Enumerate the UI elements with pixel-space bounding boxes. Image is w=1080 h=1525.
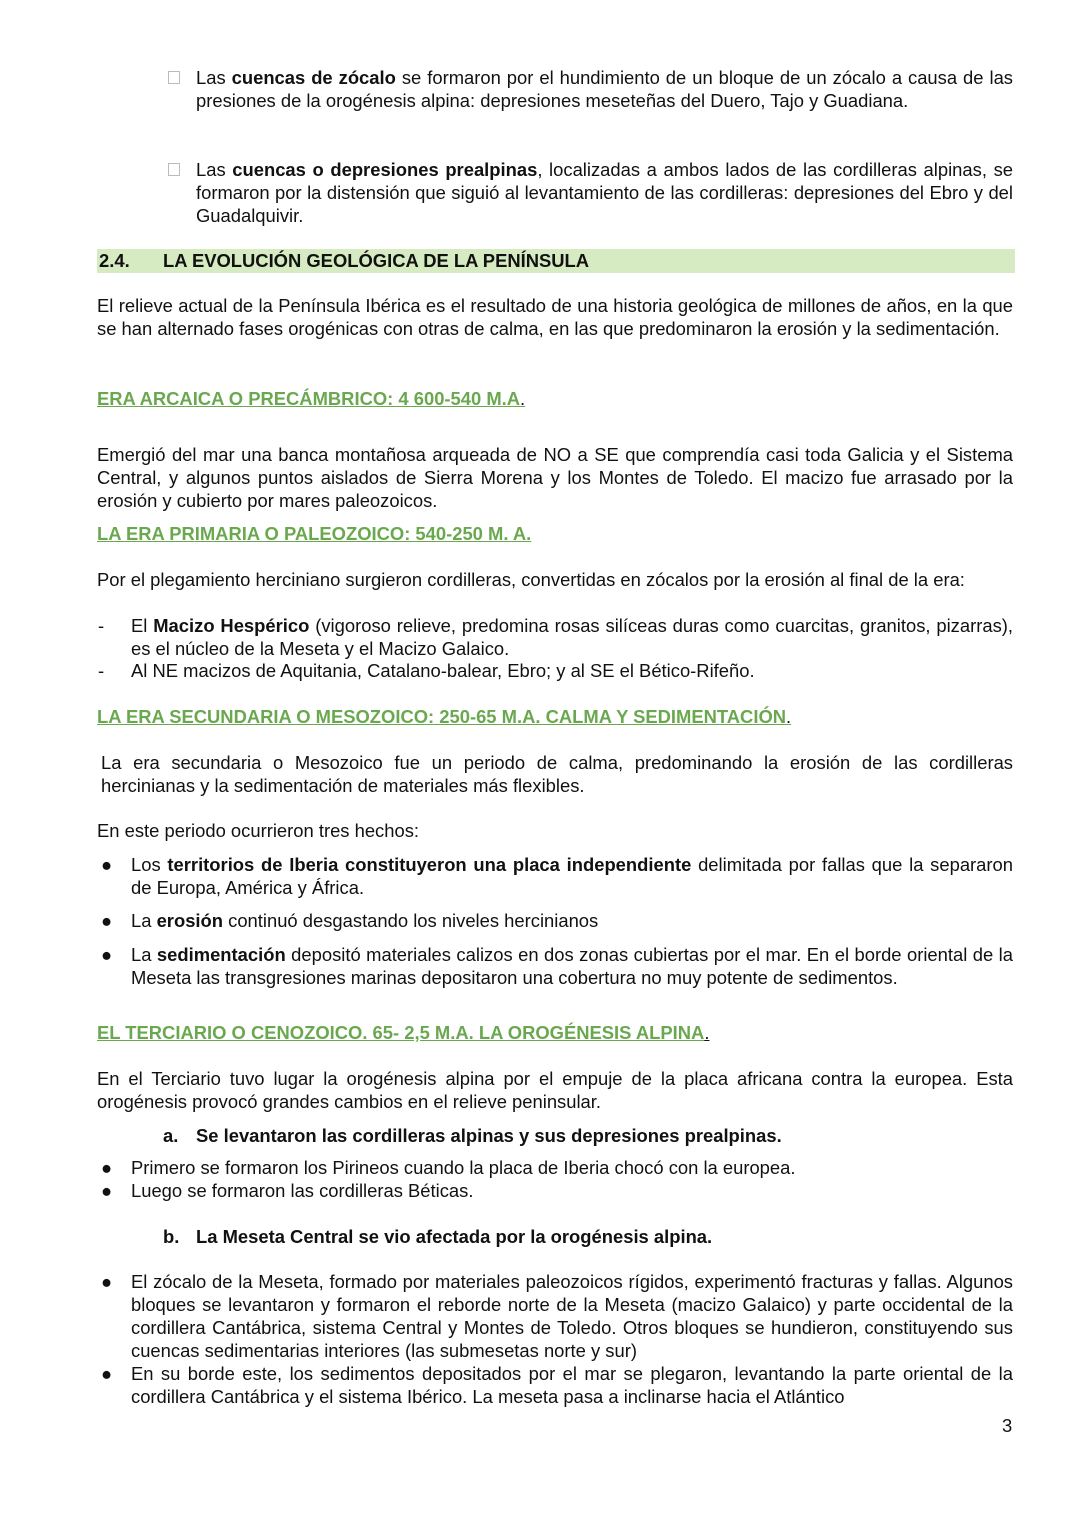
section-title: LA EVOLUCIÓN GEOLÓGICA DE LA PENÍNSULA [163, 250, 590, 271]
heading-era-arcaica: ERA ARCAICA O PRECÁMBRICO: 4 600-540 M.A. [97, 388, 526, 409]
text-run: Los [131, 854, 168, 875]
heading-era-secundaria: LA ERA SECUNDARIA O MESOZOICO: 250-65 M.A. CALMA Y SEDIMENTACIÓN. [97, 706, 792, 727]
text-run: delimitada por fallas que la separaron de Europa, América y África. [131, 854, 1013, 898]
text-run: Por el plegamiento herciniano surgieron cordilleras, convertidas en zócalos por la erosión al final de la era: [97, 569, 965, 590]
list-item: ● En su borde este, los sedimentos depositados por el mar se plegaron, levantando la parte oriental de la cordillera Cantábrica y el sistema Ibérico. La meseta pasa a inclinarse hacia el Atlántico [101, 1363, 1013, 1407]
bullet-cuencas-zocalo [196, 66, 1013, 112]
bullet-cuencas-prealpinas [196, 158, 1013, 227]
paragraph-primaria [97, 568, 1013, 591]
heading-era-primaria: LA ERA PRIMARIA O PALEOZOICO: 540-250 M. A. [97, 523, 532, 544]
bold-text: Macizo Hespérico [153, 615, 310, 636]
bold-text: cuencas de zócalo [231, 67, 396, 88]
text-run: Las [196, 67, 232, 88]
bold-text: territorios de Iberia constituyeron una placa independiente [167, 854, 692, 875]
list-item: ● Los territorios de Iberia constituyeron una placa independiente delimitada por fallas que la separaron de Europa, América y África. [101, 854, 1013, 898]
list-item: ● Luego se formaron las cordilleras Béticas. [101, 1180, 474, 1201]
text-run: , localizadas a ambos lados de las cordilleras alpinas, se formaron por la distensión que siguió al levantamiento de las cordilleras: depresiones del Ebro y del Guadalquivir. [196, 159, 1013, 226]
text-run: Emergió del mar una banca montañosa arqueada de NO a SE que comprendía casi toda Galicia y el Sistema Central, y algunos puntos aislados de Sierra Morena y los Montes de Toledo. El macizo fue arrasado por la erosión y cubierto por mares paleozoicos. [97, 444, 1013, 511]
checkbox-bullet-icon [168, 163, 180, 176]
page-number: 3 [1002, 1415, 1013, 1436]
list-item: ● La sedimentación depositó materiales calizos en dos zonas cubiertas por el mar. En el borde oriental de la Meseta las transgresiones marinas depositaron una cobertura no muy potente de sedimentos. [101, 944, 1013, 988]
paragraph-terciario [97, 1067, 1013, 1113]
text-run: En su borde este, los sedimentos depositados por el mar se plegaron, levantando la parte oriental de la cordillera Cantábrica y el sistema Ibérico. La meseta pasa a inclinarse hacia el Atlántico [131, 1363, 1013, 1407]
section-number: 2.4. [99, 250, 130, 271]
section-heading [97, 249, 1015, 273]
text-run: Al NE macizos de Aquitania, Catalano-balear, Ebro; y al SE el Bético-Rifeño. [131, 660, 755, 681]
list-item: ● El zócalo de la Meseta, formado por materiales paleozoicos rígidos, experimentó fracturas y fallas. Algunos bloques se levantaron y formaron el reborde norte de la Meseta (macizo Galaico) y parte occidental de la cordillera Cantábrica, sistema Central y Montes de Toledo. Otros bloques se hundieron, constituyendo sus cuencas sedimentarias interiores (las submesetas norte y sur) [101, 1271, 1013, 1361]
text-run: Las [196, 159, 233, 180]
list-item: ● La erosión continuó desgastando los niveles hercinianos [101, 910, 599, 931]
list-item: - El Macizo Hespérico (vigoroso relieve, predomina rosas silíceas duras como cuarcitas, granitos, pizarras), es el núcleo de la Meseta y el Macizo Galaico. [98, 615, 1014, 659]
subheading-b: b. La Meseta Central se vio afectada por la orogénesis alpina. [163, 1226, 713, 1247]
text-run: Primero se formaron los Pirineos cuando la placa de Iberia chocó con la europea. [131, 1157, 796, 1178]
text-run: El zócalo de la Meseta, formado por materiales paleozoicos rígidos, experimentó fracturas y fallas. Algunos bloques se levantaron y formaron el reborde norte de la Meseta (macizo Galaico) y parte occidental de la cordillera Cantábrica, sistema Central y Montes de Toledo. Otros bloques se hundieron, constituyendo sus cuencas sedimentarias interiores (las submesetas norte y sur) [131, 1271, 1013, 1361]
checkbox-bullet-icon [168, 71, 180, 84]
bold-text: erosión [156, 910, 224, 931]
bold-text: cuencas o depresiones prealpinas [232, 159, 538, 180]
text-run: La [131, 910, 157, 931]
text-run: El relieve actual de la Península Ibérica es el resultado de una historia geológica de millones de años, en la que se han alternado fases orogénicas con otras de calma, en las que predominaron la erosión y la sedimentación. [97, 295, 1013, 339]
text-run: depositó materiales calizos en dos zonas cubiertas por el mar. En el borde oriental de la Meseta las transgresiones marinas depositaron una cobertura no muy potente de sedimentos. [131, 944, 1013, 988]
text-run: se formaron por el hundimiento de un bloque de un zócalo a causa de las presiones de la orogénesis alpina: depresiones meseteñas del Duero, Tajo y Guadiana. [196, 67, 1013, 111]
list-item: - Al NE macizos de Aquitania, Catalano-balear, Ebro; y al SE el Bético-Rifeño. [98, 660, 755, 681]
paragraph-arcaica [97, 443, 1013, 512]
text-run: En este periodo ocurrieron tres hechos: [97, 820, 420, 841]
text-run: continuó desgastando los niveles hercinianos [223, 910, 599, 931]
text-run: La [131, 944, 157, 965]
heading-terciario: EL TERCIARIO O CENOZOICO. 65- 2,5 M.A. LA OROGÉNESIS ALPINA. [97, 1022, 710, 1043]
text-run: El [131, 615, 154, 636]
bold-text: sedimentación [156, 944, 286, 965]
paragraph-secundaria [101, 751, 1013, 797]
text-run: En el Terciario tuvo lugar la orogénesis alpina por el empuje de la placa africana contra la europea. Esta orogénesis provocó grandes cambios en el relieve peninsular. [97, 1068, 1013, 1112]
subheading-a: a. Se levantaron las cordilleras alpinas y sus depresiones prealpinas. [163, 1125, 782, 1146]
text-run: La era secundaria o Mesozoico fue un periodo de calma, predominando la erosión de las cordilleras hercinianas y la sedimentación de materiales más flexibles. [101, 752, 1013, 796]
intro-paragraph [97, 294, 1013, 340]
list-item: ● Primero se formaron los Pirineos cuando la placa de Iberia chocó con la europea. [101, 1157, 796, 1178]
text-run: Luego se formaron las cordilleras Béticas. [131, 1180, 474, 1201]
text-run: (vigoroso relieve, predomina rosas silíceas duras como cuarcitas, granitos, pizarras), es el núcleo de la Meseta y el Macizo Galaico. [131, 615, 1014, 659]
paragraph-hechos [97, 819, 1013, 842]
